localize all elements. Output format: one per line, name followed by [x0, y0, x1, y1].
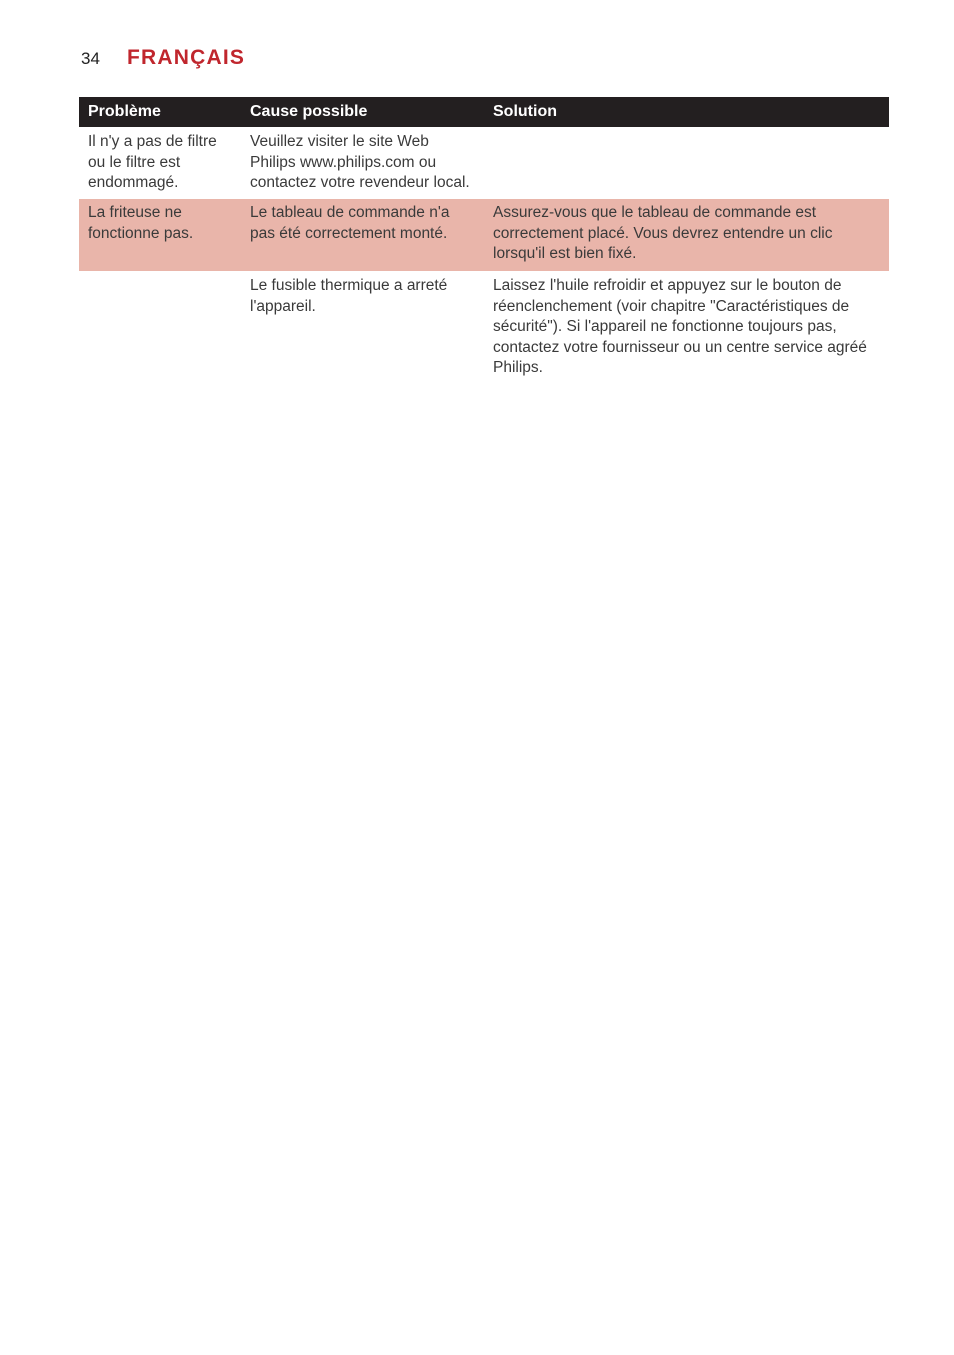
table-row — [79, 199, 889, 271]
table-row — [79, 127, 889, 199]
solution-cell: Laissez l'huile refroidir et appuyez sur le bouton de réenclenchement (voir chapitre "Caractéristiques de sécurité"). Si l'appareil ne fonctionne toujours pas, contactez votre fournisseur ou un centre service agréé Philips. — [493, 277, 867, 377]
page-number: 34 — [81, 49, 100, 68]
page-header — [81, 46, 245, 76]
problem-cell: La friteuse ne fonctionne pas. — [88, 204, 194, 242]
column-header-cause: Cause possible — [250, 103, 368, 120]
column-header-solution: Solution — [493, 103, 557, 120]
cause-cell: Le tableau de commande n'a pas été correctement monté. — [250, 204, 450, 242]
solution-cell: Assurez-vous que le tableau de commande est correctement placé. Vous devrez entendre un clic lorsqu'il est bien fixé. — [493, 204, 833, 263]
cause-cell: Le fusible thermique a arreté l'appareil. — [250, 277, 448, 315]
language-title: FRANÇAIS — [127, 46, 246, 69]
problem-cell — [79, 273, 241, 386]
solution-cell — [484, 129, 889, 199]
column-header-problem: Problème — [88, 103, 161, 120]
troubleshooting-table — [79, 97, 889, 386]
table-row — [79, 271, 889, 386]
table-header-row — [79, 97, 889, 127]
problem-cell: Il n'y a pas de filtre ou le filtre est endommagé. — [88, 133, 217, 192]
cause-cell: Veuillez visiter le site Web Philips www.philips.com ou contactez votre revendeur local. — [250, 133, 470, 192]
